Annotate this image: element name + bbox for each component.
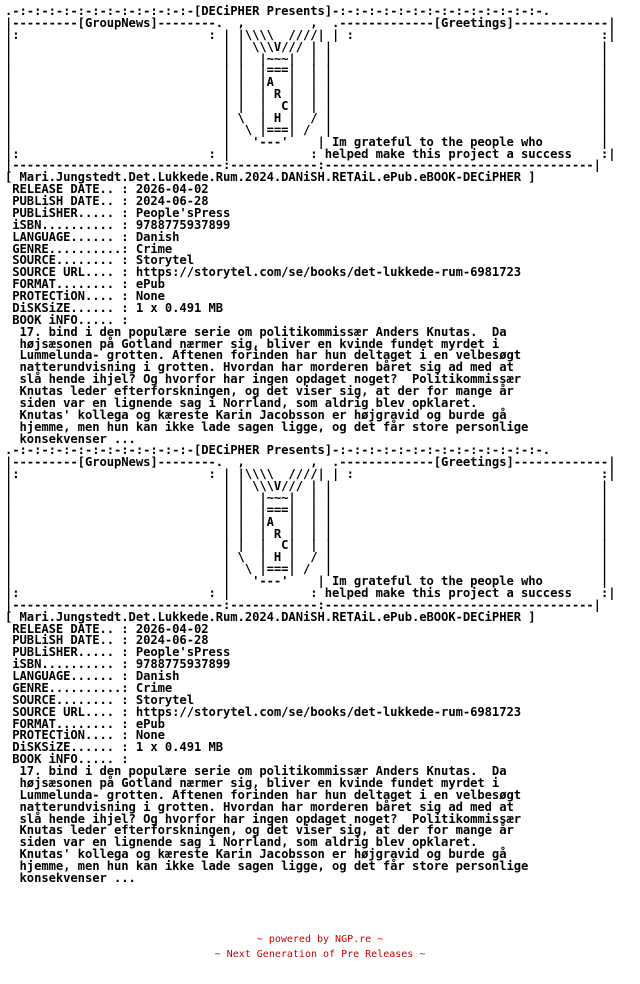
footer xyxy=(0,932,640,962)
book-info-label: BOOK iNFO..... : xyxy=(5,312,129,327)
protection-field: PROTECTiON.... : None xyxy=(5,728,165,743)
language-field: LANGUAGE...... : Danish xyxy=(5,669,180,683)
publish-date-field: PUBLiSH DATE.. : 2024-06-28 xyxy=(5,194,209,208)
book-info-label: BOOK iNFO..... : xyxy=(5,752,129,767)
book-info-text: 17. bind i den populære serie om politikommissær Anders Knutas. Da højsæsonen på Gotland nærmer sig, bliver en kvinde fundet myrdet i Lummelunda- grotten. Aftenen forinden har hun deltaget i en velbesøgt natterundvisning i grotten. Hvordan har morderen båret sig ad med at slå hende ihjel? Og hvorfor har ingen opdaget noget? Politikommissær Knutas leder efterforskningen, og det viser sig, at der for mange år siden var en lignende sag i Norrland, som aldrig blev opklaret. Knutas' kollega og kæreste Karin Jacobsson er højgravid og burde gå hjemme, men hun kan ikke lade sagen ligge, og det får store personlige konsekvenser ... xyxy=(19,324,529,446)
release-title: [ Mari.Jungstedt.Det.Lukkede.Rum.2024.DANiSH.RETAiL.ePub.eBOOK-DECiPHER ] xyxy=(5,170,536,185)
publisher-field: PUBLiSHER..... : People'sPress xyxy=(5,645,231,660)
footer-tagline: ~ Next Generation of Pre Releases ~ xyxy=(214,949,426,960)
isbn-field: iSBN.......... : 9788775937899 xyxy=(5,217,231,232)
format-field: FORMAT........ : ePub xyxy=(5,716,165,731)
source-url-field: SOURCE URL.... : https://storytel.com/se/books/det-lukkede-rum-6981723 xyxy=(5,704,521,719)
nfo-banner: .-:-:-:-:-:-:-:-:-:-:-:-:-[DECiPHER Presents]-:-:-:-:-:-:-:-:-:-:-:-:-:-:-. |---------[GroupNews]--------. , , .-------------[Greetings]-------------| |: : | |\\\\ ////| | : :| | | | \\\V/// | | | | | | |~~~| | | | | | | |===| | | | | | | |A | | | | | | | | R | | | | | | | | C| | | | | | \ | H | / | | | | \ |===| / | | | | '---' | Im grateful to the people who | |: : | : helped make this project a success :| |-----------------------------:------------:-------------------------------------| xyxy=(5,4,616,173)
nfo-text xyxy=(5,6,615,885)
powered-by-text: ~ powered by NGP.re ~ xyxy=(256,934,384,945)
source-url-field: SOURCE URL.... : https://storytel.com/se/books/det-lukkede-rum-6981723 xyxy=(5,265,521,280)
language-field: LANGUAGE...... : Danish xyxy=(5,229,180,244)
disksize-field: DiSKSiZE...... : 1 x 0.491 MB xyxy=(5,300,224,315)
source-field: SOURCE........ : Storytel xyxy=(5,253,194,268)
genre-field: GENRE..........: Crime xyxy=(5,241,173,256)
genre-field: GENRE..........: Crime xyxy=(5,680,173,695)
release-date-field: RELEASE DATE.. : 2026-04-02 xyxy=(5,621,209,636)
disksize-field: DiSKSiZE...... : 1 x 0.491 MB xyxy=(5,740,224,755)
release-title: [ Mari.Jungstedt.Det.Lukkede.Rum.2024.DANiSH.RETAiL.ePub.eBOOK-DECiPHER ] xyxy=(5,609,536,624)
release-date-field: RELEASE DATE.. : 2026-04-02 xyxy=(5,182,209,197)
publisher-field: PUBLiSHER..... : People'sPress xyxy=(5,205,231,220)
source-field: SOURCE........ : Storytel xyxy=(5,692,194,707)
format-field: FORMAT........ : ePub xyxy=(5,277,165,292)
isbn-field: iSBN.......... : 9788775937899 xyxy=(5,657,231,672)
publish-date-field: PUBLiSH DATE.. : 2024-06-28 xyxy=(5,633,209,648)
nfo-banner: .-:-:-:-:-:-:-:-:-:-:-:-:-[DECiPHER Presents]-:-:-:-:-:-:-:-:-:-:-:-:-:-:-. |---------[GroupNews]--------. , , .-------------[Greetings]-------------| |: : | |\\\\ ////| | : :| | | | \\\V/// | | | | | | |~~~| | | | | | | |===| | | | | | | |A | | | | | | | | R | | | | | | | | C| | | | | | \ | H | / | | | | \ |===| / | | | | '---' | Im grateful to the people who | |: : | : helped make this project a success :| |-----------------------------:------------:-------------------------------------| xyxy=(5,443,616,612)
protection-field: PROTECTiON.... : None xyxy=(5,289,165,303)
book-info-text: 17. bind i den populære serie om politikommissær Anders Knutas. Da højsæsonen på Gotland nærmer sig, bliver en kvinde fundet myrdet i Lummelunda- grotten. Aftenen forinden har hun deltaget i en velbesøgt natterundvisning i grotten. Hvordan har morderen båret sig ad med at slå hende ihjel? Og hvorfor har ingen opdaget noget? Politikommissær Knutas leder efterforskningen, og det viser sig, at der for mange år siden var en lignende sag i Norrland, som aldrig blev opklaret. Knutas' kollega og kæreste Karin Jacobsson er højgravid og burde gå hjemme, men hun kan ikke lade sagen ligge, og det får store personlige konsekvenser ... xyxy=(19,764,529,885)
